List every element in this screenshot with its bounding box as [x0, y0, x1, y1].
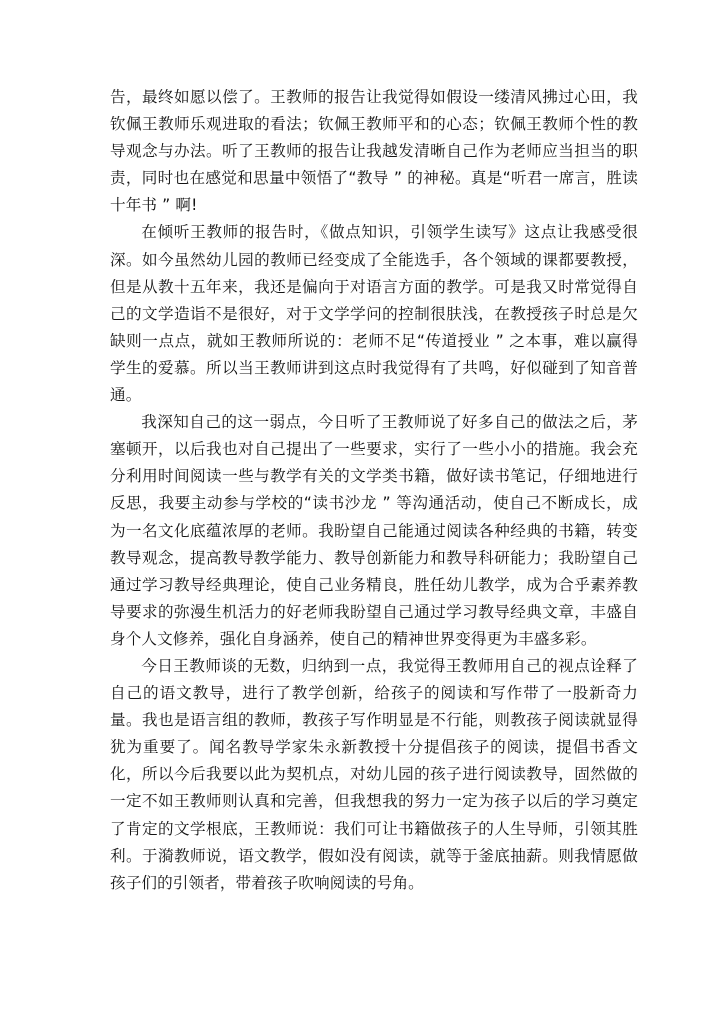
paragraph-4: 今日王教师谈的无数，归纳到一点，我觉得王教师用自己的视点诠释了自己的语文教导，进行了教学创新，给孩子的阅读和写作带了一股新奇力量。我也是语言组的教师，教孩子写作明显是不行能，则教孩子阅读就显得犹为重要了。闻名教导学家朱永新教授十分提倡孩子的阅读，提倡书香文化，所以今后我要以此为契机点，对幼儿园的孩子进行阅读教导，固然做的一定不如王教师则认真和完善，但我想我的努力一定为孩子以后的学习奠定了肯定的文学根底，王教师说：我们可让书籍做孩子的人生导师，引领其胜利。于漪教师说，语文教学，假如没有阅读，就等于釜底抽薪。则我情愿做孩子们的引领者，带着孩子吹响阅读的号角。 — [110, 656, 638, 892]
paragraph-2: 在倾听王教师的报告时，《做点知识，引领学生读写》这点让我感受很深。如今虽然幼儿园的教师已经变成了全能选手，各个领域的课都要教授，但是从教十五年来，我还是偏向于对语言方面的教学。可是我又时常觉得自己的文学造诣不是很好，对于文学学问的控制很肤浅，在教授孩子时总是欠缺则一点点，就如王教师所说的：老师不足“传道授业 ” 之本事，难以赢得学生的爱慕。所以当王教师讲到这点时我觉得有了共鸣，好似碰到了知音普通。 — [110, 223, 638, 405]
body-text — [110, 84, 638, 897]
paragraph-3: 我深知自己的这一弱点，今日听了王教师说了好多自己的做法之后，茅塞顿开，以后我也对自己提出了一些要求，实行了一些小小的措施。我会充分利用时间阅读一些与教学有关的文学类书籍，做好读书笔记，仔细地进行反思，我要主动参与学校的“读书沙龙 ” 等沟通活动，使自己不断成长，成为一名文化底蕴浓厚的老师。我盼望自己能通过阅读各种经典的书籍，转变教导观念，提高教导教学能力、教导创新能力和教导科研能力；我盼望自己通过学习教导经典理论，使自己业务精良，胜任幼儿教学，成为合乎素养教导要求的弥漫生机活力的好老师我盼望自己通过学习教导经典文章，丰盛自身个人文修养，强化自身涵养，使自己的精神世界变得更为丰盛多彩。 — [110, 413, 638, 648]
paragraph-1: 告，最终如愿以偿了。王教师的报告让我觉得如假设一缕清风拂过心田，我钦佩王教师乐观进取的看法；钦佩王教师平和的心态；钦佩王教师个性的教导观念与办法。听了王教师的报告让我越发清晰自己作为老师应当担当的职责，同时也在感觉和思量中领悟了“教导 ” 的神秘。真是“听君一席言，胜读十年书 ” 啊! — [110, 88, 638, 215]
